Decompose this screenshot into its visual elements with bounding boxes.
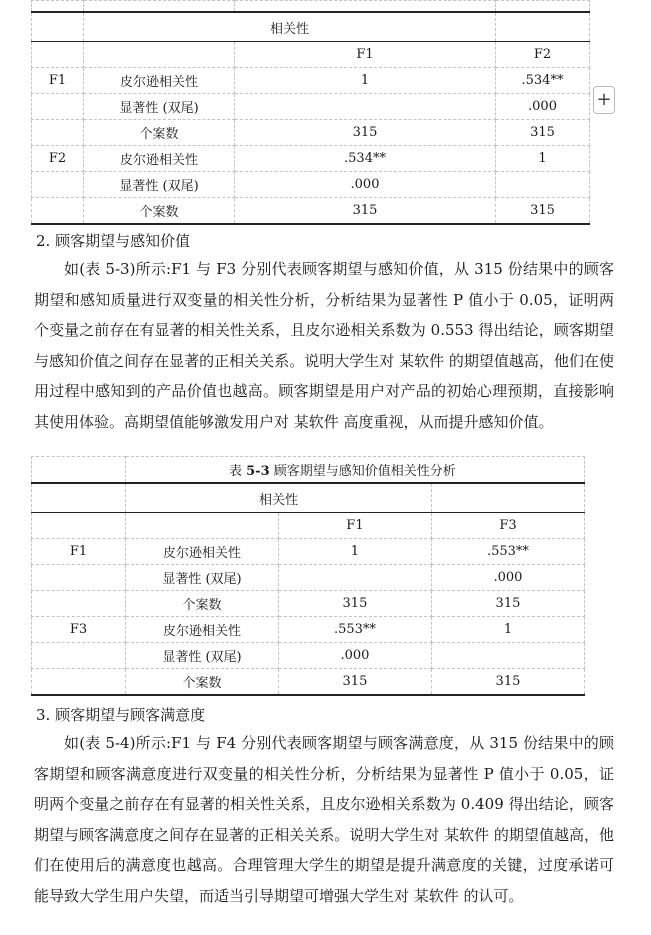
body-paragraph: 如(表 5-3)所示:F1 与 F3 分别代表顾客期望与感知价值，从 315 份结果中的顾客期望和感知质量进行双变量的相关性分析，分析结果为显著性 P 值小于 0.05，证明两个变量之前存在有显著的相关性关系，且皮尔逊相关系数为 0.553 得出结论，顾客期望与感知价值之间存在显著的正相关关系。说明大学生对 某软件 的期望值越高，他们在使用过程中感知到的产品价值也越高。顾客期望是用户对产品的初始心理预期，直接影响其使用体验。高期望值能够激发用户对 某软件 高度重视，从而提升感知价值。 <box>34 260 614 431</box>
section-heading: 2. 顾客期望与感知价值 <box>36 232 191 250</box>
table-row: F3 皮尔逊相关性 .553** 1 <box>32 617 585 643</box>
table-row: 个案数 315 315 <box>32 120 590 146</box>
column-header: F1 <box>235 42 496 68</box>
table-row: 显著性 (双尾) .000 <box>32 643 585 669</box>
column-header: F2 <box>496 42 590 68</box>
table-row: 显著性 (双尾) .000 <box>32 94 590 120</box>
column-header: F3 <box>431 513 584 539</box>
table-caption: 表 5-3 顾客期望与感知价值相关性分析 <box>125 457 584 484</box>
body-paragraph: 如(表 5-4)所示:F1 与 F4 分别代表顾客期望与顾客满意度，从 315 份结果中的顾客期望和顾客满意度进行双变量的相关性分析，分析结果为显著性 P 值小于 0.05，证明两个变量之前存在有显著的相关性关系，且皮尔逊相关系数为 0.409 得出结论，顾客期望与顾客满意度之间存在显著的正相关关系。说明大学生对 某软件 的期望值越高，他们在使用后的满意度也越高。合理管理大学生的期望是提升满意度的关键，过度承诺可能导致大学生用户失望，而适当引导期望可增强大学生对 某软件 的认可。 <box>34 734 614 905</box>
table-row: 个案数 315 315 <box>32 198 590 225</box>
correlation-table-f1-f2 <box>31 0 590 225</box>
table-row: 个案数 315 315 <box>32 669 585 696</box>
add-block-button[interactable]: + <box>593 86 615 114</box>
column-header: F1 <box>278 513 431 539</box>
table-row: 显著性 (双尾) .000 <box>32 172 590 198</box>
table-row: F1 皮尔逊相关性 1 .534** <box>32 68 590 94</box>
table-row: 显著性 (双尾) .000 <box>32 565 585 591</box>
table-title: 相关性 <box>125 483 431 513</box>
correlation-table-f1-f3 <box>31 456 585 696</box>
table-row: 个案数 315 315 <box>32 591 585 617</box>
table-title: 相关性 <box>84 12 496 42</box>
section-heading: 3. 顾客期望与顾客满意度 <box>36 706 206 724</box>
table-row: F1 皮尔逊相关性 1 .553** <box>32 539 585 565</box>
table-row: F2 皮尔逊相关性 .534** 1 <box>32 146 590 172</box>
